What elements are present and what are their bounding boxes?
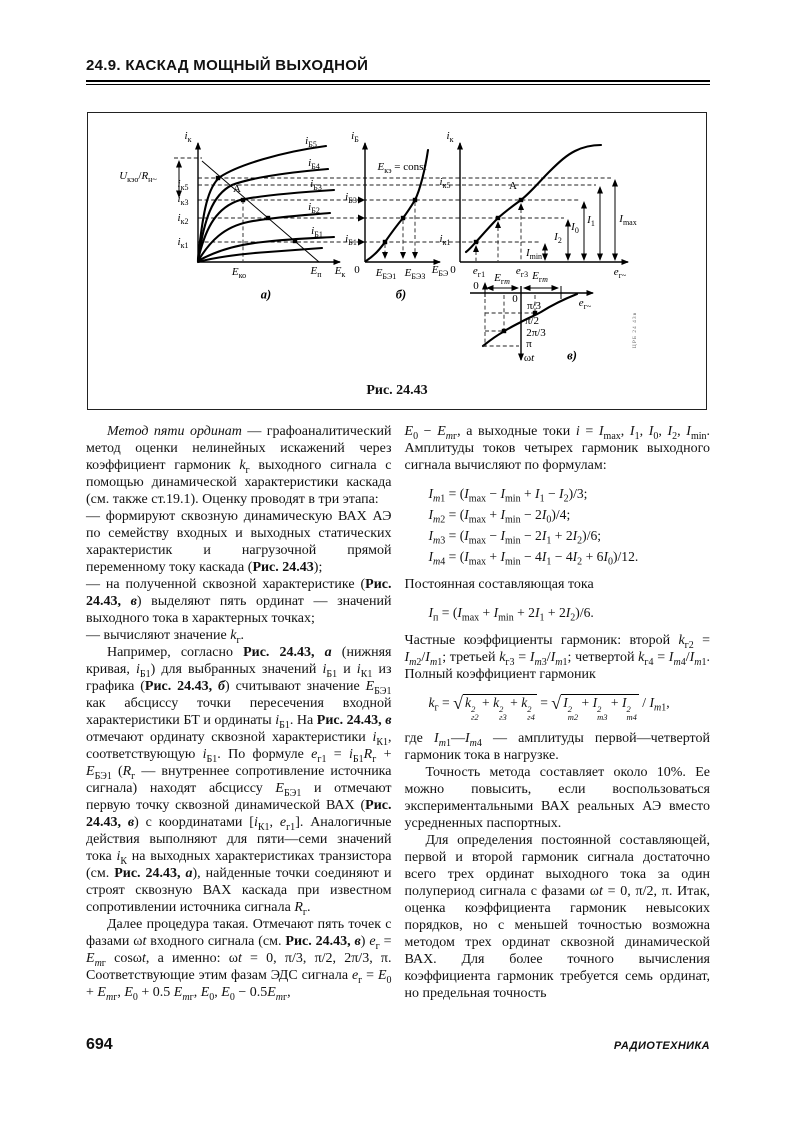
v-label-i1: $I_1$ [587,214,595,229]
figure-side-id: ЦРБ 24 43в [632,311,638,349]
v-point-a-label: A [509,180,517,192]
a-curve-label-ib3: $i_{Б3}$ [310,178,322,193]
section-header: 24.9. КАСКАД МОЩНЫЙ ВЫХОДНОЙ [86,57,369,74]
a-y-axis-label: $i_к$ [184,130,192,145]
paragraph: Метод пяти ординат — графоаналитический метод оценки нелинейных искажений через коэффициент гармоник $k_г$ выходного сигнала с помощью динамической характеристики каскада (см. также ст.19.1). Оценку проводят в три этапа: [86,424,392,507]
paragraph: Например, согласно Рис. 24.43, а (нижняя кривая, $i_{Б1}$) для выбранных значений $i_{Б1}$ и $i_{К1}$ из графика (Рис. 24.43, б) считывают значение $Е_{БЭ1}$ как абсциссу точки пересечения входной характеристики БТ и ординаты $i_{Б1}$. На Рис. 24.43, в отмечают ординату сквозной характеристики $i_{К1}$, соответствующую $i_{Б1}$. По формуле $е_{г1} = i_{Б1}R_г + Е_{БЭ1}$ ($R_г$ — внутреннее сопротивление источника сигнала) находят абсциссу $Е_{БЭ1}$ и отмечают первую точку сквозной динамической ВАХ (Рис. 24.43, в) с координатами [$i_{К1}$, $е_{г1}$]. Аналогичные действия выполняют для пяти—семи значений тока $i_К$ на выходных характеристиках транзистора (см. Рис. 24.43, а), найденные точки соединяют и строят сквозную ВАХ каскада при известном сопротивлении источника сигнала $R_г$. [86,645,392,918]
v-tick-ik5: $i_{к5}$ [439,176,451,191]
v-transfer-curve [466,145,601,252]
a-curve-label-ib2: $i_{Б2}$ [308,201,320,216]
paragraph: Для определения постоянной составляющей, первой и второй гармоник сигнала достаточно всего трех ординат выходного тока за один полупериод сигнала с фазами ωt = 0, π/2, π. Итак, оценка коэффициента гармоник невысоких порядков, но с меньшей точностью возможна методом трех ординат сквозной динамической ВАХ. Для более точного вычисления коэффициента гармоник требуется семь ординат, но предельная точность [404,833,711,1001]
a-tick-ik2: $i_{к2}$ [177,212,189,227]
paragraph: Точность метода составляет около 10%. Ее можно повысить, если воспользоваться экспериментальными ВАХ реальных АЭ вместо усредненных паспортных. [404,765,710,831]
a-load-intercept-label: $U_{кэо}/R_{н\sim}$ [119,170,157,185]
paragraph: Частные коэффициенты гармоник: второй $k_{г2} = I_{m2}/I_{m1}$; третьей $k_{г3} = I_{m3}/I_{m1}$; четвертой $k_{г4} = I_{m4}/I_{m1}$. Полный коэффициент гармоник [404,633,710,682]
ph-2pi3: 2π/3 [526,327,546,339]
paragraph: — на полученной сквозной характеристике (Рис. 24.43, в) выделяют пять ординат — значений выходного тока в характерных точках; [86,577,392,626]
a-tick-eko: $Е_{ко}$ [231,266,247,281]
ph-zero-left: 0 [473,280,479,292]
paragraph: Постоянная составляющая тока [404,577,594,592]
right-column [405,423,711,1002]
v-label-imax: $I_{max}$ [619,213,637,228]
row-arrow-ib1 [358,239,365,246]
page-footer [86,1036,710,1054]
v-label-i0: $I_0$ [571,221,579,236]
graph-a-label: а) [260,287,272,302]
ph-dot-2 [502,329,506,333]
formula-line: $k_г$ = √ k 2 г2 + k 2 г3 + k 2 г4 = √ I 2 m2 + I 2 m3 + I 2 m4 / $I_{m1}$, [428,693,670,722]
paragraph: — вычисляют значение $k_г$. [86,628,245,646]
paragraph: $Е_0 - Е_{mг}$, а выходные токи $i = I_{max}$, $I_1$, $I_0$, $I_2$, $I_{min}$. Амплитуды токов четырех гармоник выходного сигнала вычисляют по формулам: [404,424,711,473]
b-dot-1 [383,240,387,244]
v-label-i2: $I_2$ [554,231,562,246]
v-up-arrow-1 [473,245,479,252]
paragraph: — формируют сквозную динамическую ВАХ АЭ по семейству входных и выходных статических характеристик и нагрузочной прямой переменному току каскада (Рис. 24.43); [86,509,392,575]
formula-block [405,483,711,567]
a-tick-ik3: $i_{к3}$ [177,193,189,208]
formula-block [405,602,711,623]
a-dot-A [241,198,245,202]
row-arrow-ib3 [358,197,365,204]
a-curve-low [198,248,322,262]
b-tick-ebe3: $Е_{БЭЗ}$ [404,267,426,282]
graph-v-label: в) [567,348,577,363]
v-x-axis-label: $е_{г\sim}$ [613,266,627,281]
formula-line: $I_{m4} = (I_{max} + I_{min} - 4I_1 - 4I_2 + 6I_0)/12$. [428,549,639,568]
b-down-arrow-2 [400,252,406,259]
v-dot-2 [496,216,500,220]
b-y-axis-label: $i_Б$ [351,130,359,145]
b-x-axis-label: $Е_{БЭ}$ [431,264,449,279]
a-curve-label-ib4: $i_{Б4}$ [308,157,320,172]
ph-pi3: π/3 [526,300,542,312]
v-up-arrow-2 [495,221,501,228]
v-tick-ik1: $i_{к1}$ [439,233,451,248]
figure-canvas [88,125,704,370]
v-label-imin: $I_{min}$ [525,247,543,262]
b-tick-ib3: $i_{Б3}$ [345,191,357,206]
running-title: РАДИОТЕХНИКА [613,1040,710,1052]
a-dot-ib2 [266,216,270,220]
b-origin-zero: 0 [354,264,360,276]
row-arrow-mid [358,215,365,222]
b-dot-2 [401,216,405,220]
a-curve-label-ib5: $i_{Б5}$ [305,135,317,150]
paragraph: Далее процедура такая. Отмечают пять точек с фазами ωt входного сигнала (см. Рис. 24.43, в) $е_г = Е_{mг}$ cosωt, а именно: ωt = 0, π/3, π/2, 2π/3, π. Соответствующие этим фазам ЭДС сигнала $е_г = Е_0 + Е_{mг}$, $Е_0 + 0.5$ $Е_{mг}$, $Е_0$, $Е_0 - 0.5Е_{mг}$, [86,917,392,1003]
a-x-axis-label: $Е_к$ [334,265,346,280]
figure-caption: Рис. 24.43 [366,383,428,398]
paragraph: где $I_{m1}—I_{m4}$ — амплитуды первой—четвертой гармоник тока в нагрузке. [404,731,710,763]
b-tick-ib1: $i_{Б1}$ [345,233,357,248]
page-number: 694 [86,1036,113,1053]
v-y-axis-label: $i_к$ [446,130,454,145]
a-tick-ik1: $i_{к1}$ [177,236,189,251]
graph-b-label: б) [395,287,407,302]
a-tick-ep: $Е_п$ [310,265,322,280]
ph-omega-t: ωt [523,352,535,364]
ph-x-axis-label: $е_{г\sim}$ [578,297,592,312]
b-dot-3 [413,198,417,202]
a-dot-ib5 [216,176,220,180]
ph-egm-right: $Е_{гm}$ [532,270,548,285]
b-down-arrow-1 [382,252,388,259]
b-down-arrow-3 [412,252,418,259]
header-rule-thin [86,84,710,85]
v-up-arrow-3 [518,203,524,210]
formula-line: $I_п = (I_{max} + I_{min} + 2I_1 + 2I_2)/6$. [428,605,594,624]
formula-line: $I_{m3} = (I_{max} - I_{min} - 2I_1 + 2I_2)/6$; [428,528,602,547]
formula-line: $I_{m1} = (I_{max} - I_{min} + I_1 - I_2)/3$; [428,486,588,505]
left-column [86,423,392,1002]
ph-zero-center: 0 [512,293,518,305]
v-dot-1 [474,240,478,244]
a-curve-label-ib1: $i_{Б1}$ [311,225,323,240]
a-tick-ik5: $i_{к5}$ [177,178,189,193]
formula-line: $I_{m2} = (I_{max} + I_{min} - 2I_0)/4$; [428,507,571,526]
v-dot-A [519,198,523,202]
body-columns [86,423,710,1002]
a-dot-ib1 [293,239,297,243]
ph-pi: π [526,338,532,350]
v-origin-zero: 0 [450,264,456,276]
figure-box [87,112,707,410]
v-tick-eg1: $е_{г1}$ [472,265,486,280]
ph-egm-left: $Е_{гm}$ [494,272,510,287]
b-tick-ebe1: $Е_{БЭ1}$ [375,267,397,282]
ph-pi2: π/2 [524,315,540,327]
a-point-a-label: A [233,183,241,195]
header-rule [86,80,710,82]
formula-block [405,692,711,721]
b-note-eke-const: $Е_{кэ}$ = const [377,161,427,176]
v-tick-eg3: $е_{г3}$ [515,265,529,280]
